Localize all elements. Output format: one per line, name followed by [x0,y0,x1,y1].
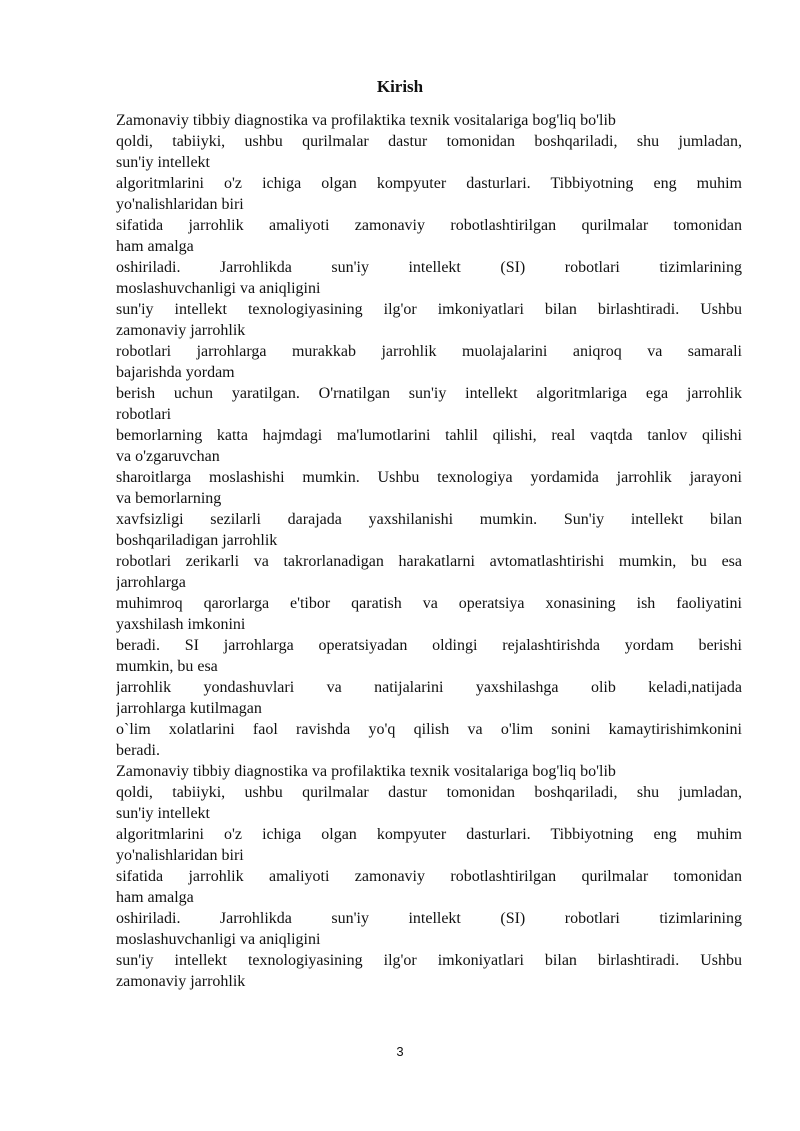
body-text [116,110,742,992]
text-line: Zamonaviy tibbiy diagnostika va profilaktika texnik vositalariga bog'liq bo'lib [116,763,616,780]
text-line: qoldi, tabiiyki, ushbu qurilmalar dastur tomonidan boshqariladi, shu jumladan, [116,133,742,150]
text-line: oshiriladi. Jarrohlikda sun'iy intellekt (SI) robotlari tizimlarining [116,259,742,276]
text-line: algoritmlarini o'z ichiga olgan kompyuter dasturlari. Tibbiyotning eng muhim [116,826,742,843]
text-line: bajarishda yordam [116,364,235,381]
text-line: zamonaviy jarrohlik [116,973,246,990]
text-line: va bemorlarning [116,490,222,507]
text-line: muhimroq qarorlarga e'tibor qaratish va operatsiya xonasining ish faoliyatini [116,595,742,612]
text-line: robotlari jarrohlarga murakkab jarrohlik muolajalarini aniqroq va samarali [116,343,742,360]
text-line: algoritmlarini o'z ichiga olgan kompyuter dasturlari. Tibbiyotning eng muhim [116,175,742,192]
text-line: o`lim xolatlarini faol ravishda yo'q qilish va o'lim sonini kamaytirishimkonini [116,721,742,738]
text-line: zamonaviy jarrohlik [116,322,246,339]
text-line: mumkin, bu esa [116,658,218,675]
text-line: ham amalga [116,238,194,255]
text-line: sun'iy intellekt texnologiyasining ilg'or imkoniyatlari bilan birlashtiradi. Ushbu [116,952,742,969]
text-line: yo'nalishlaridan biri [116,847,244,864]
page-number: 3 [396,1044,404,1059]
text-line: moslashuvchanligi va aniqligini [116,931,321,948]
text-line: oshiriladi. Jarrohlikda sun'iy intellekt (SI) robotlari tizimlarining [116,910,742,927]
text-line: beradi. SI jarrohlarga operatsiyadan oldingi rejalashtirishda yordam berishi [116,637,742,654]
text-line: boshqariladigan jarrohlik [116,532,278,549]
text-line: berish uchun yaratilgan. O'rnatilgan sun'iy intellekt algoritmlariga ega jarrohlik [116,385,742,402]
text-line: ham amalga [116,889,194,906]
text-line: yo'nalishlaridan biri [116,196,244,213]
text-line: yaxshilash imkonini [116,616,246,633]
text-line: va o'zgaruvchan [116,448,220,465]
text-line: moslashuvchanligi va aniqligini [116,280,321,297]
page-title: Kirish [376,77,424,96]
text-line: sharoitlarga moslashishi mumkin. Ushbu texnologiya yordamida jarrohlik jarayoni [116,469,742,486]
text-line: jarrohlarga kutilmagan [116,700,262,717]
text-line: Zamonaviy tibbiy diagnostika va profilaktika texnik vositalariga bog'liq bo'lib [116,112,616,129]
text-line: sun'iy intellekt [116,154,210,171]
text-line: sun'iy intellekt [116,805,210,822]
text-line: robotlari [116,406,172,423]
text-line: xavfsizligi sezilarli darajada yaxshilanishi mumkin. Sun'iy intellekt bilan [116,511,742,528]
text-line: beradi. [116,742,160,759]
text-line: qoldi, tabiiyki, ushbu qurilmalar dastur tomonidan boshqariladi, shu jumladan, [116,784,742,801]
text-line: bemorlarning katta hajmdagi ma'lumotlarini tahlil qilishi, real vaqtda tanlov qilishi [116,427,742,444]
text-line: jarrohlik yondashuvlari va natijalarini yaxshilashga olib keladi,natijada [116,679,742,696]
text-line: sun'iy intellekt texnologiyasining ilg'or imkoniyatlari bilan birlashtiradi. Ushbu [116,301,742,318]
text-line: robotlari zerikarli va takrorlanadigan harakatlarni avtomatlashtirishi mumkin, bu esa [116,553,742,570]
text-line: jarrohlarga [116,574,186,591]
text-line: sifatida jarrohlik amaliyoti zamonaviy robotlashtirilgan qurilmalar tomonidan [116,217,742,234]
text-line: sifatida jarrohlik amaliyoti zamonaviy robotlashtirilgan qurilmalar tomonidan [116,868,742,885]
